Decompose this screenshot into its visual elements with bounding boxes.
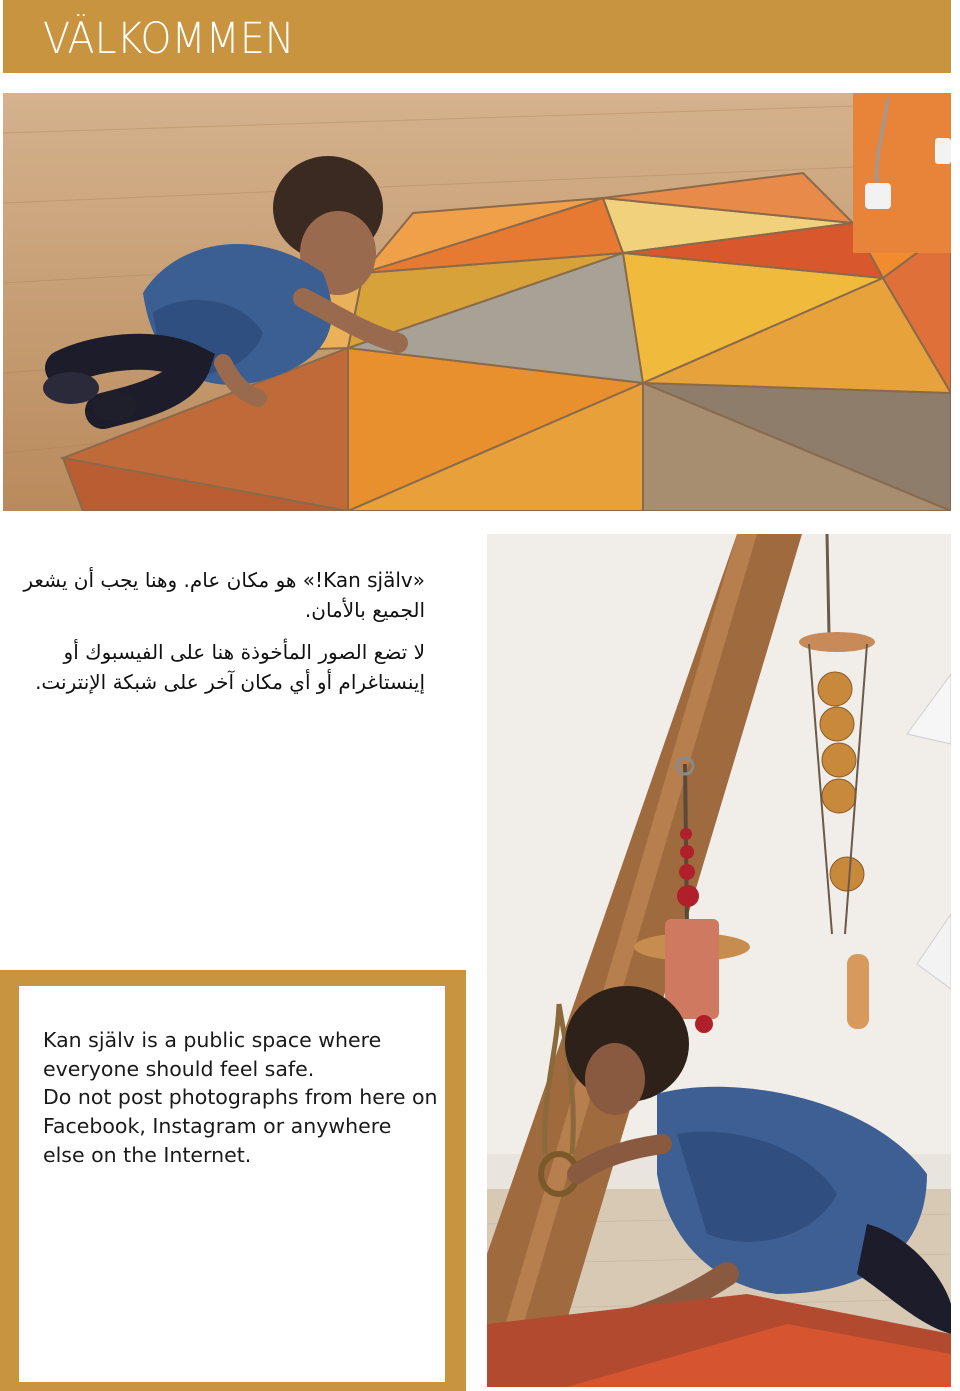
english-notice (43, 1026, 438, 1170)
photo-baby-hanging-toys (487, 534, 951, 1387)
photo-baby-triangle-floor (3, 93, 951, 511)
page-title: VÄLKOMMEN (43, 14, 295, 64)
english-notice-frame (0, 970, 466, 1391)
english-paragraph-2: Do not post photographs from here on Facebook, Instagram or anywhere else on the Internet. (43, 1085, 438, 1167)
header-bar (3, 0, 951, 73)
english-notice-panel (19, 986, 445, 1382)
arabic-paragraph-2: لا تضع الصور المأخوذة هنا على الفيسبوك أو إينستاغرام أو أي مكان آخر على شبكة الإنترنت. (35, 640, 425, 694)
arabic-notice (20, 565, 425, 709)
english-paragraph-1: Kan själv is a public space where everyone should feel safe. (43, 1028, 382, 1081)
arabic-paragraph-1: «Kan själv!» هو مكان عام. وهنا يجب أن يشعر الجميع بالأمان. (23, 568, 425, 622)
